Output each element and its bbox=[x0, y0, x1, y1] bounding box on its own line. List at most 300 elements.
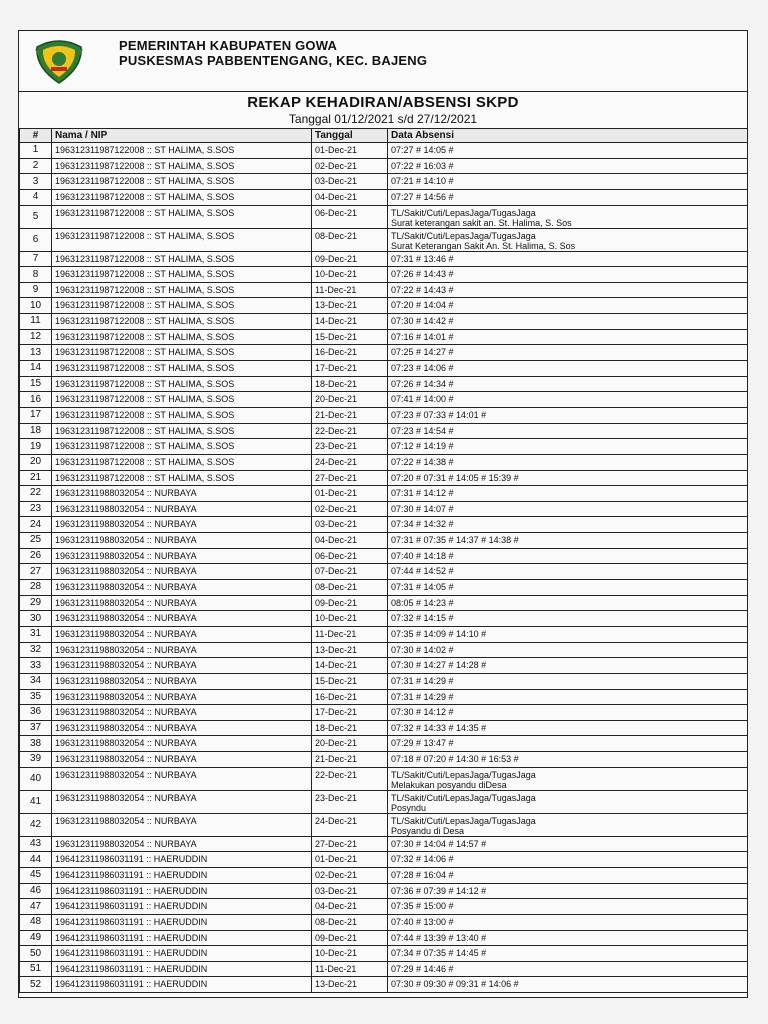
employee-name-nip: 196312311988032054 :: NURBAYA bbox=[52, 642, 312, 658]
attendance-data bbox=[388, 282, 748, 298]
attendance-record: 07:40 # 13:00 # bbox=[391, 916, 454, 927]
row-number: 12 bbox=[20, 329, 52, 345]
attendance-date: 23-Dec-21 bbox=[312, 439, 388, 455]
attendance-date: 10-Dec-21 bbox=[312, 267, 388, 283]
attendance-record: 07:29 # 14:46 # bbox=[391, 963, 454, 974]
letterhead bbox=[19, 31, 747, 92]
attendance-record: 07:35 # 14:09 # 14:10 # bbox=[391, 628, 487, 639]
attendance-data bbox=[388, 720, 748, 736]
attendance-data bbox=[388, 143, 748, 159]
row-number: 21 bbox=[20, 470, 52, 486]
table-row bbox=[20, 946, 748, 962]
attendance-date: 27-Dec-21 bbox=[312, 836, 388, 852]
attendance-data bbox=[388, 611, 748, 627]
attendance-date: 09-Dec-21 bbox=[312, 251, 388, 267]
attendance-date: 13-Dec-21 bbox=[312, 642, 388, 658]
employee-name-nip: 196312311987122008 :: ST HALIMA, S.SOS bbox=[52, 361, 312, 377]
attendance-record: 07:22 # 16:03 # bbox=[391, 160, 454, 171]
row-number: 39 bbox=[20, 752, 52, 768]
attendance-record: 07:20 # 14:04 # bbox=[391, 300, 454, 311]
attendance-data bbox=[388, 407, 748, 423]
attendance-data bbox=[388, 767, 748, 790]
table-row bbox=[20, 899, 748, 915]
row-number: 3 bbox=[20, 174, 52, 190]
attendance-data bbox=[388, 361, 748, 377]
attendance-date: 02-Dec-21 bbox=[312, 867, 388, 883]
table-row bbox=[20, 298, 748, 314]
attendance-data bbox=[388, 836, 748, 852]
table-row bbox=[20, 439, 748, 455]
attendance-data bbox=[388, 392, 748, 408]
table-row bbox=[20, 930, 748, 946]
employee-name-nip: 196312311987122008 :: ST HALIMA, S.SOS bbox=[52, 329, 312, 345]
attendance-record: 07:30 # 14:04 # 14:57 # bbox=[391, 838, 487, 849]
table-row bbox=[20, 658, 748, 674]
table-row bbox=[20, 407, 748, 423]
table-row bbox=[20, 611, 748, 627]
employee-name-nip: 196312311988032054 :: NURBAYA bbox=[52, 813, 312, 836]
attendance-record: 07:22 # 14:38 # bbox=[391, 456, 454, 467]
table-row bbox=[20, 642, 748, 658]
row-number: 31 bbox=[20, 626, 52, 642]
row-number: 38 bbox=[20, 736, 52, 752]
attendance-date: 16-Dec-21 bbox=[312, 689, 388, 705]
table-row bbox=[20, 251, 748, 267]
attendance-record: 07:23 # 07:33 # 14:01 # bbox=[391, 409, 487, 420]
employee-name-nip: 196412311986031191 :: HAERUDDIN bbox=[52, 930, 312, 946]
table-row bbox=[20, 580, 748, 596]
table-row bbox=[20, 595, 748, 611]
attendance-date: 01-Dec-21 bbox=[312, 852, 388, 868]
attendance-data bbox=[388, 174, 748, 190]
employee-name-nip: 196312311988032054 :: NURBAYA bbox=[52, 580, 312, 596]
attendance-record: 07:31 # 13:46 # bbox=[391, 253, 454, 264]
row-number: 41 bbox=[20, 790, 52, 813]
table-row bbox=[20, 314, 748, 330]
attendance-record: 07:36 # 07:39 # 14:12 # bbox=[391, 885, 487, 896]
attendance-date: 24-Dec-21 bbox=[312, 454, 388, 470]
row-number: 25 bbox=[20, 533, 52, 549]
attendance-data bbox=[388, 752, 748, 768]
attendance-date: 15-Dec-21 bbox=[312, 673, 388, 689]
report-title: REKAP KEHADIRAN/ABSENSI SKPD bbox=[247, 94, 519, 111]
attendance-record: TL/Sakit/Cuti/LepasJaga/TugasJaga bbox=[391, 230, 536, 241]
gowa-regency-crest-icon bbox=[33, 37, 85, 85]
employee-name-nip: 196312311988032054 :: NURBAYA bbox=[52, 736, 312, 752]
employee-name-nip: 196312311988032054 :: NURBAYA bbox=[52, 790, 312, 813]
employee-name-nip: 196312311987122008 :: ST HALIMA, S.SOS bbox=[52, 345, 312, 361]
employee-name-nip: 196412311986031191 :: HAERUDDIN bbox=[52, 977, 312, 993]
attendance-date: 03-Dec-21 bbox=[312, 517, 388, 533]
row-number: 24 bbox=[20, 517, 52, 533]
table-row bbox=[20, 517, 748, 533]
attendance-record: TL/Sakit/Cuti/LepasJaga/TugasJaga bbox=[391, 769, 536, 780]
attendance-date: 14-Dec-21 bbox=[312, 314, 388, 330]
attendance-data bbox=[388, 580, 748, 596]
table-row bbox=[20, 470, 748, 486]
table-row bbox=[20, 174, 748, 190]
employee-name-nip: 196412311986031191 :: HAERUDDIN bbox=[52, 883, 312, 899]
attendance-date: 10-Dec-21 bbox=[312, 611, 388, 627]
table-row bbox=[20, 767, 748, 790]
attendance-data bbox=[388, 298, 748, 314]
attendance-data bbox=[388, 564, 748, 580]
table-row bbox=[20, 914, 748, 930]
employee-name-nip: 196312311987122008 :: ST HALIMA, S.SOS bbox=[52, 423, 312, 439]
attendance-date: 23-Dec-21 bbox=[312, 790, 388, 813]
employee-name-nip: 196312311987122008 :: ST HALIMA, S.SOS bbox=[52, 282, 312, 298]
table-row bbox=[20, 736, 748, 752]
attendance-date: 09-Dec-21 bbox=[312, 595, 388, 611]
attendance-date: 21-Dec-21 bbox=[312, 407, 388, 423]
table-row bbox=[20, 282, 748, 298]
row-number: 8 bbox=[20, 267, 52, 283]
row-number: 37 bbox=[20, 720, 52, 736]
table-row bbox=[20, 836, 748, 852]
row-number: 16 bbox=[20, 392, 52, 408]
attendance-record: 07:30 # 14:42 # bbox=[391, 316, 454, 327]
row-number: 45 bbox=[20, 867, 52, 883]
employee-name-nip: 196312311987122008 :: ST HALIMA, S.SOS bbox=[52, 407, 312, 423]
attendance-data bbox=[388, 189, 748, 205]
report-frame bbox=[18, 30, 748, 998]
employee-name-nip: 196312311988032054 :: NURBAYA bbox=[52, 752, 312, 768]
employee-name-nip: 196312311988032054 :: NURBAYA bbox=[52, 533, 312, 549]
employee-name-nip: 196312311987122008 :: ST HALIMA, S.SOS bbox=[52, 298, 312, 314]
table-row bbox=[20, 867, 748, 883]
attendance-record: 07:23 # 14:54 # bbox=[391, 425, 454, 436]
attendance-date: 03-Dec-21 bbox=[312, 883, 388, 899]
attendance-date: 01-Dec-21 bbox=[312, 143, 388, 159]
attendance-data bbox=[388, 267, 748, 283]
row-number: 52 bbox=[20, 977, 52, 993]
table-row bbox=[20, 533, 748, 549]
attendance-date: 22-Dec-21 bbox=[312, 767, 388, 790]
attendance-date: 13-Dec-21 bbox=[312, 298, 388, 314]
row-number: 33 bbox=[20, 658, 52, 674]
attendance-data bbox=[388, 345, 748, 361]
attendance-date: 08-Dec-21 bbox=[312, 580, 388, 596]
row-number: 19 bbox=[20, 439, 52, 455]
employee-name-nip: 196312311987122008 :: ST HALIMA, S.SOS bbox=[52, 228, 312, 251]
attendance-date: 07-Dec-21 bbox=[312, 564, 388, 580]
attendance-data bbox=[388, 867, 748, 883]
table-row bbox=[20, 267, 748, 283]
employee-name-nip: 196312311988032054 :: NURBAYA bbox=[52, 626, 312, 642]
row-number: 36 bbox=[20, 705, 52, 721]
employee-name-nip: 196312311988032054 :: NURBAYA bbox=[52, 705, 312, 721]
attendance-date: 17-Dec-21 bbox=[312, 705, 388, 721]
table-header-row bbox=[20, 129, 748, 143]
row-number: 23 bbox=[20, 501, 52, 517]
row-number: 28 bbox=[20, 580, 52, 596]
report-title-block bbox=[19, 91, 747, 129]
attendance-date: 06-Dec-21 bbox=[312, 205, 388, 228]
attendance-date: 10-Dec-21 bbox=[312, 946, 388, 962]
row-number: 42 bbox=[20, 813, 52, 836]
attendance-data bbox=[388, 439, 748, 455]
table-row bbox=[20, 228, 748, 251]
employee-name-nip: 196312311988032054 :: NURBAYA bbox=[52, 517, 312, 533]
attendance-data bbox=[388, 314, 748, 330]
attendance-data bbox=[388, 899, 748, 915]
employee-name-nip: 196312311987122008 :: ST HALIMA, S.SOS bbox=[52, 174, 312, 190]
table-row bbox=[20, 205, 748, 228]
employee-name-nip: 196312311987122008 :: ST HALIMA, S.SOS bbox=[52, 314, 312, 330]
attendance-date: 04-Dec-21 bbox=[312, 533, 388, 549]
attendance-record: 07:41 # 14:00 # bbox=[391, 394, 454, 405]
row-number: 34 bbox=[20, 673, 52, 689]
attendance-data bbox=[388, 852, 748, 868]
attendance-record: 07:29 # 13:47 # bbox=[391, 738, 454, 749]
table-row bbox=[20, 626, 748, 642]
attendance-record: 07:30 # 09:30 # 09:31 # 14:06 # bbox=[391, 979, 519, 990]
row-number: 44 bbox=[20, 852, 52, 868]
attendance-date: 24-Dec-21 bbox=[312, 813, 388, 836]
row-number: 4 bbox=[20, 189, 52, 205]
attendance-date: 06-Dec-21 bbox=[312, 548, 388, 564]
attendance-data bbox=[388, 673, 748, 689]
row-number: 32 bbox=[20, 642, 52, 658]
attendance-record: 07:22 # 14:43 # bbox=[391, 284, 454, 295]
attendance-record: 07:16 # 14:01 # bbox=[391, 331, 454, 342]
row-number: 2 bbox=[20, 158, 52, 174]
table-row bbox=[20, 143, 748, 159]
attendance-data bbox=[388, 883, 748, 899]
table-row bbox=[20, 790, 748, 813]
employee-name-nip: 196312311988032054 :: NURBAYA bbox=[52, 836, 312, 852]
employee-name-nip: 196312311988032054 :: NURBAYA bbox=[52, 767, 312, 790]
employee-name-nip: 196412311986031191 :: HAERUDDIN bbox=[52, 946, 312, 962]
row-number: 27 bbox=[20, 564, 52, 580]
employee-name-nip: 196312311988032054 :: NURBAYA bbox=[52, 611, 312, 627]
attendance-data bbox=[388, 689, 748, 705]
table-row bbox=[20, 329, 748, 345]
row-number: 20 bbox=[20, 454, 52, 470]
attendance-date: 04-Dec-21 bbox=[312, 189, 388, 205]
attendance-record: 07:25 # 14:27 # bbox=[391, 347, 454, 358]
attendance-date: 03-Dec-21 bbox=[312, 174, 388, 190]
row-number: 14 bbox=[20, 361, 52, 377]
attendance-record: 07:40 # 14:18 # bbox=[391, 550, 454, 561]
table-row bbox=[20, 883, 748, 899]
attendance-data bbox=[388, 376, 748, 392]
attendance-data bbox=[388, 705, 748, 721]
attendance-record: TL/Sakit/Cuti/LepasJaga/TugasJaga bbox=[391, 792, 536, 803]
row-number: 13 bbox=[20, 345, 52, 361]
table-row bbox=[20, 977, 748, 993]
attendance-date: 20-Dec-21 bbox=[312, 736, 388, 752]
attendance-record: 07:34 # 07:35 # 14:45 # bbox=[391, 948, 487, 959]
attendance-date: 20-Dec-21 bbox=[312, 392, 388, 408]
table-row bbox=[20, 486, 748, 502]
table-row bbox=[20, 454, 748, 470]
attendance-remark: Posyndu bbox=[391, 802, 427, 813]
attendance-date: 16-Dec-21 bbox=[312, 345, 388, 361]
row-number: 49 bbox=[20, 930, 52, 946]
column-header-date: Tanggal bbox=[312, 129, 388, 143]
table-row bbox=[20, 376, 748, 392]
attendance-data bbox=[388, 595, 748, 611]
attendance-record: TL/Sakit/Cuti/LepasJaga/TugasJaga bbox=[391, 815, 536, 826]
employee-name-nip: 196312311987122008 :: ST HALIMA, S.SOS bbox=[52, 267, 312, 283]
column-header-name: Nama / NIP bbox=[52, 129, 312, 143]
attendance-remark: Posyandu di Desa bbox=[391, 825, 465, 836]
employee-name-nip: 196312311987122008 :: ST HALIMA, S.SOS bbox=[52, 439, 312, 455]
employee-name-nip: 196312311988032054 :: NURBAYA bbox=[52, 548, 312, 564]
employee-name-nip: 196312311988032054 :: NURBAYA bbox=[52, 595, 312, 611]
attendance-data bbox=[388, 470, 748, 486]
attendance-date: 18-Dec-21 bbox=[312, 720, 388, 736]
attendance-record: 07:27 # 14:05 # bbox=[391, 145, 454, 155]
attendance-data bbox=[388, 736, 748, 752]
employee-name-nip: 196312311987122008 :: ST HALIMA, S.SOS bbox=[52, 189, 312, 205]
attendance-record: 07:20 # 07:31 # 14:05 # 15:39 # bbox=[391, 472, 519, 483]
attendance-record: 07:26 # 14:43 # bbox=[391, 269, 454, 280]
attendance-record: 07:32 # 14:15 # bbox=[391, 613, 454, 624]
row-number: 9 bbox=[20, 282, 52, 298]
employee-name-nip: 196312311987122008 :: ST HALIMA, S.SOS bbox=[52, 158, 312, 174]
institution-line-2: PUSKESMAS PABBENTENGANG, KEC. BAJENG bbox=[119, 53, 428, 68]
row-number: 26 bbox=[20, 548, 52, 564]
row-number: 11 bbox=[20, 314, 52, 330]
column-header-number: # bbox=[20, 129, 52, 143]
attendance-record: 07:34 # 14:32 # bbox=[391, 519, 454, 530]
attendance-data bbox=[388, 961, 748, 977]
attendance-record: 07:35 # 15:00 # bbox=[391, 901, 454, 912]
attendance-record: 07:31 # 07:35 # 14:37 # 14:38 # bbox=[391, 535, 519, 546]
attendance-record: 07:30 # 14:12 # bbox=[391, 707, 454, 718]
employee-name-nip: 196312311988032054 :: NURBAYA bbox=[52, 501, 312, 517]
attendance-data bbox=[388, 813, 748, 836]
attendance-record: 07:31 # 14:05 # bbox=[391, 582, 454, 593]
attendance-record: 07:44 # 13:39 # 13:40 # bbox=[391, 932, 487, 943]
row-number: 15 bbox=[20, 376, 52, 392]
attendance-date: 11-Dec-21 bbox=[312, 282, 388, 298]
table-row bbox=[20, 852, 748, 868]
table-row bbox=[20, 158, 748, 174]
institution-line-1: PEMERINTAH KABUPATEN GOWA bbox=[119, 38, 338, 53]
table-row bbox=[20, 548, 748, 564]
column-header-attendance: Data Absensi bbox=[388, 129, 748, 143]
row-number: 40 bbox=[20, 767, 52, 790]
row-number: 43 bbox=[20, 836, 52, 852]
table-row bbox=[20, 673, 748, 689]
table-row bbox=[20, 423, 748, 439]
employee-name-nip: 196312311988032054 :: NURBAYA bbox=[52, 689, 312, 705]
employee-name-nip: 196412311986031191 :: HAERUDDIN bbox=[52, 899, 312, 915]
attendance-data bbox=[388, 642, 748, 658]
attendance-data bbox=[388, 790, 748, 813]
attendance-data bbox=[388, 329, 748, 345]
row-number: 51 bbox=[20, 961, 52, 977]
row-number: 18 bbox=[20, 423, 52, 439]
employee-name-nip: 196412311986031191 :: HAERUDDIN bbox=[52, 914, 312, 930]
employee-name-nip: 196312311987122008 :: ST HALIMA, S.SOS bbox=[52, 143, 312, 159]
attendance-data bbox=[388, 486, 748, 502]
employee-name-nip: 196312311988032054 :: NURBAYA bbox=[52, 673, 312, 689]
attendance-record: 07:30 # 14:27 # 14:28 # bbox=[391, 660, 487, 671]
table-row bbox=[20, 689, 748, 705]
attendance-record: 07:27 # 14:56 # bbox=[391, 191, 454, 202]
attendance-remark: Melakukan posyandu diDesa bbox=[391, 779, 507, 790]
employee-name-nip: 196412311986031191 :: HAERUDDIN bbox=[52, 852, 312, 868]
attendance-record: 07:30 # 14:02 # bbox=[391, 644, 454, 655]
attendance-data bbox=[388, 930, 748, 946]
attendance-data bbox=[388, 158, 748, 174]
table-row bbox=[20, 961, 748, 977]
attendance-data bbox=[388, 626, 748, 642]
table-row bbox=[20, 720, 748, 736]
attendance-date: 09-Dec-21 bbox=[312, 930, 388, 946]
employee-name-nip: 196312311988032054 :: NURBAYA bbox=[52, 720, 312, 736]
attendance-date: 04-Dec-21 bbox=[312, 899, 388, 915]
attendance-remark: Surat Keterangan Sakit An. St. Halima, S. Sos bbox=[391, 240, 576, 251]
attendance-record: 07:26 # 14:34 # bbox=[391, 378, 454, 389]
employee-name-nip: 196412311986031191 :: HAERUDDIN bbox=[52, 867, 312, 883]
attendance-record: 07:32 # 14:33 # 14:35 # bbox=[391, 722, 487, 733]
employee-name-nip: 196312311987122008 :: ST HALIMA, S.SOS bbox=[52, 376, 312, 392]
attendance-data bbox=[388, 977, 748, 993]
table-row bbox=[20, 345, 748, 361]
attendance-date: 17-Dec-21 bbox=[312, 361, 388, 377]
table-row bbox=[20, 813, 748, 836]
attendance-data bbox=[388, 501, 748, 517]
table-row bbox=[20, 501, 748, 517]
attendance-data bbox=[388, 914, 748, 930]
attendance-table bbox=[19, 128, 748, 993]
attendance-date: 11-Dec-21 bbox=[312, 961, 388, 977]
attendance-data bbox=[388, 205, 748, 228]
attendance-record: 07:12 # 14:19 # bbox=[391, 441, 454, 452]
row-number: 17 bbox=[20, 407, 52, 423]
attendance-data bbox=[388, 533, 748, 549]
attendance-date: 18-Dec-21 bbox=[312, 376, 388, 392]
attendance-date: 02-Dec-21 bbox=[312, 158, 388, 174]
employee-name-nip: 196312311987122008 :: ST HALIMA, S.SOS bbox=[52, 251, 312, 267]
row-number: 48 bbox=[20, 914, 52, 930]
employee-name-nip: 196312311988032054 :: NURBAYA bbox=[52, 564, 312, 580]
table-row bbox=[20, 752, 748, 768]
attendance-record: 07:18 # 07:20 # 14:30 # 16:53 # bbox=[391, 754, 519, 765]
table-row bbox=[20, 392, 748, 408]
row-number: 47 bbox=[20, 899, 52, 915]
row-number: 30 bbox=[20, 611, 52, 627]
attendance-date: 02-Dec-21 bbox=[312, 501, 388, 517]
employee-name-nip: 196412311986031191 :: HAERUDDIN bbox=[52, 961, 312, 977]
attendance-data bbox=[388, 228, 748, 251]
row-number: 50 bbox=[20, 946, 52, 962]
attendance-record: 07:30 # 14:07 # bbox=[391, 503, 454, 514]
employee-name-nip: 196312311987122008 :: ST HALIMA, S.SOS bbox=[52, 392, 312, 408]
row-number: 22 bbox=[20, 486, 52, 502]
attendance-date: 14-Dec-21 bbox=[312, 658, 388, 674]
row-number: 35 bbox=[20, 689, 52, 705]
attendance-date: 27-Dec-21 bbox=[312, 470, 388, 486]
attendance-data bbox=[388, 517, 748, 533]
attendance-date: 13-Dec-21 bbox=[312, 977, 388, 993]
employee-name-nip: 196312311987122008 :: ST HALIMA, S.SOS bbox=[52, 470, 312, 486]
attendance-record: 07:31 # 14:12 # bbox=[391, 488, 454, 499]
attendance-record: TL/Sakit/Cuti/LepasJaga/TugasJaga bbox=[391, 207, 536, 218]
attendance-record: 07:23 # 14:06 # bbox=[391, 363, 454, 374]
row-number: 46 bbox=[20, 883, 52, 899]
attendance-date: 08-Dec-21 bbox=[312, 914, 388, 930]
attendance-data bbox=[388, 454, 748, 470]
employee-name-nip: 196312311987122008 :: ST HALIMA, S.SOS bbox=[52, 454, 312, 470]
attendance-record: 07:32 # 14:06 # bbox=[391, 854, 454, 865]
row-number: 1 bbox=[20, 143, 52, 159]
